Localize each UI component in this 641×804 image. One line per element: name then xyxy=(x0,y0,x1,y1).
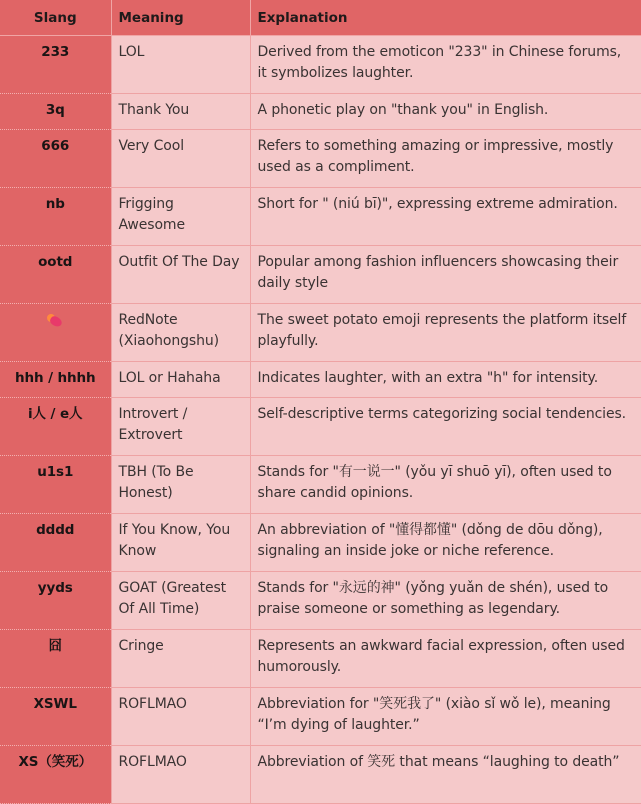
slang-cell: XSWL xyxy=(0,688,111,746)
explanation-cell: Stands for "有一说一" (yǒu yī shuō yī), often used to share candid opinions. xyxy=(250,456,641,514)
table-row xyxy=(0,130,641,188)
explanation-cell: Short for " (niú bī)", expressing extreme admiration. xyxy=(250,188,641,246)
meaning-cell: Thank You xyxy=(111,94,250,130)
slang-cell: hhh / hhhh xyxy=(0,362,111,398)
slang-cell: nb xyxy=(0,188,111,246)
table-row xyxy=(0,572,641,630)
explanation-cell: Represents an awkward facial expression, often used humorously. xyxy=(250,630,641,688)
explanation-cell: An abbreviation of "懂得都懂" (dǒng de dōu dǒng), signaling an inside joke or niche reference. xyxy=(250,514,641,572)
meaning-cell: GOAT (Greatest Of All Time) xyxy=(111,572,250,630)
meaning-cell: ROFLMAO xyxy=(111,688,250,746)
table-row xyxy=(0,36,641,94)
table-row xyxy=(0,688,641,746)
table-row xyxy=(0,630,641,688)
slang-cell: 囧 xyxy=(0,630,111,688)
slang-cell: yyds xyxy=(0,572,111,630)
meaning-cell: RedNote (Xiaohongshu) xyxy=(111,304,250,362)
explanation-cell: A phonetic play on "thank you" in English. xyxy=(250,94,641,130)
meaning-cell: TBH (To Be Honest) xyxy=(111,456,250,514)
table-row xyxy=(0,456,641,514)
table-row xyxy=(0,746,641,804)
meaning-cell: LOL or Hahaha xyxy=(111,362,250,398)
meaning-cell: Introvert / Extrovert xyxy=(111,398,250,456)
meaning-cell: Very Cool xyxy=(111,130,250,188)
explanation-cell: Derived from the emoticon "233" in Chinese forums, it symbolizes laughter. xyxy=(250,36,641,94)
explanation-cell: Stands for "永远的神" (yǒng yuǎn de shén), used to praise someone or something as legendary. xyxy=(250,572,641,630)
meaning-cell: Outfit Of The Day xyxy=(111,246,250,304)
table-row xyxy=(0,246,641,304)
meaning-cell: Frigging Awesome xyxy=(111,188,250,246)
header-row xyxy=(0,0,641,36)
explanation-cell: Refers to something amazing or impressive, mostly used as a compliment. xyxy=(250,130,641,188)
slang-cell xyxy=(0,304,111,362)
meaning-cell: LOL xyxy=(111,36,250,94)
meaning-cell: If You Know, You Know xyxy=(111,514,250,572)
header-slang: Slang xyxy=(0,0,111,36)
table-row xyxy=(0,514,641,572)
slang-cell: 233 xyxy=(0,36,111,94)
sweet-potato-icon xyxy=(47,314,63,328)
explanation-cell: Indicates laughter, with an extra "h" for intensity. xyxy=(250,362,641,398)
explanation-cell: Abbreviation of 笑死 that means “laughing to death” xyxy=(250,746,641,804)
header-explanation: Explanation xyxy=(250,0,641,36)
slang-cell: 666 xyxy=(0,130,111,188)
slang-cell: ootd xyxy=(0,246,111,304)
explanation-cell: Self-descriptive terms categorizing social tendencies. xyxy=(250,398,641,456)
slang-cell: XS（笑死） xyxy=(0,746,111,804)
slang-cell: u1s1 xyxy=(0,456,111,514)
explanation-cell: The sweet potato emoji represents the platform itself playfully. xyxy=(250,304,641,362)
explanation-cell: Popular among fashion influencers showcasing their daily style xyxy=(250,246,641,304)
explanation-cell: Abbreviation for "笑死我了" (xiào sǐ wǒ le), meaning “I’m dying of laughter.” xyxy=(250,688,641,746)
table-row xyxy=(0,94,641,130)
meaning-cell: Cringe xyxy=(111,630,250,688)
table-row xyxy=(0,398,641,456)
meaning-cell: ROFLMAO xyxy=(111,746,250,804)
slang-cell: i人 / e人 xyxy=(0,398,111,456)
slang-cell: 3q xyxy=(0,94,111,130)
table-row xyxy=(0,304,641,362)
table-row xyxy=(0,362,641,398)
table-row xyxy=(0,188,641,246)
header-meaning: Meaning xyxy=(111,0,250,36)
slang-cell: dddd xyxy=(0,514,111,572)
